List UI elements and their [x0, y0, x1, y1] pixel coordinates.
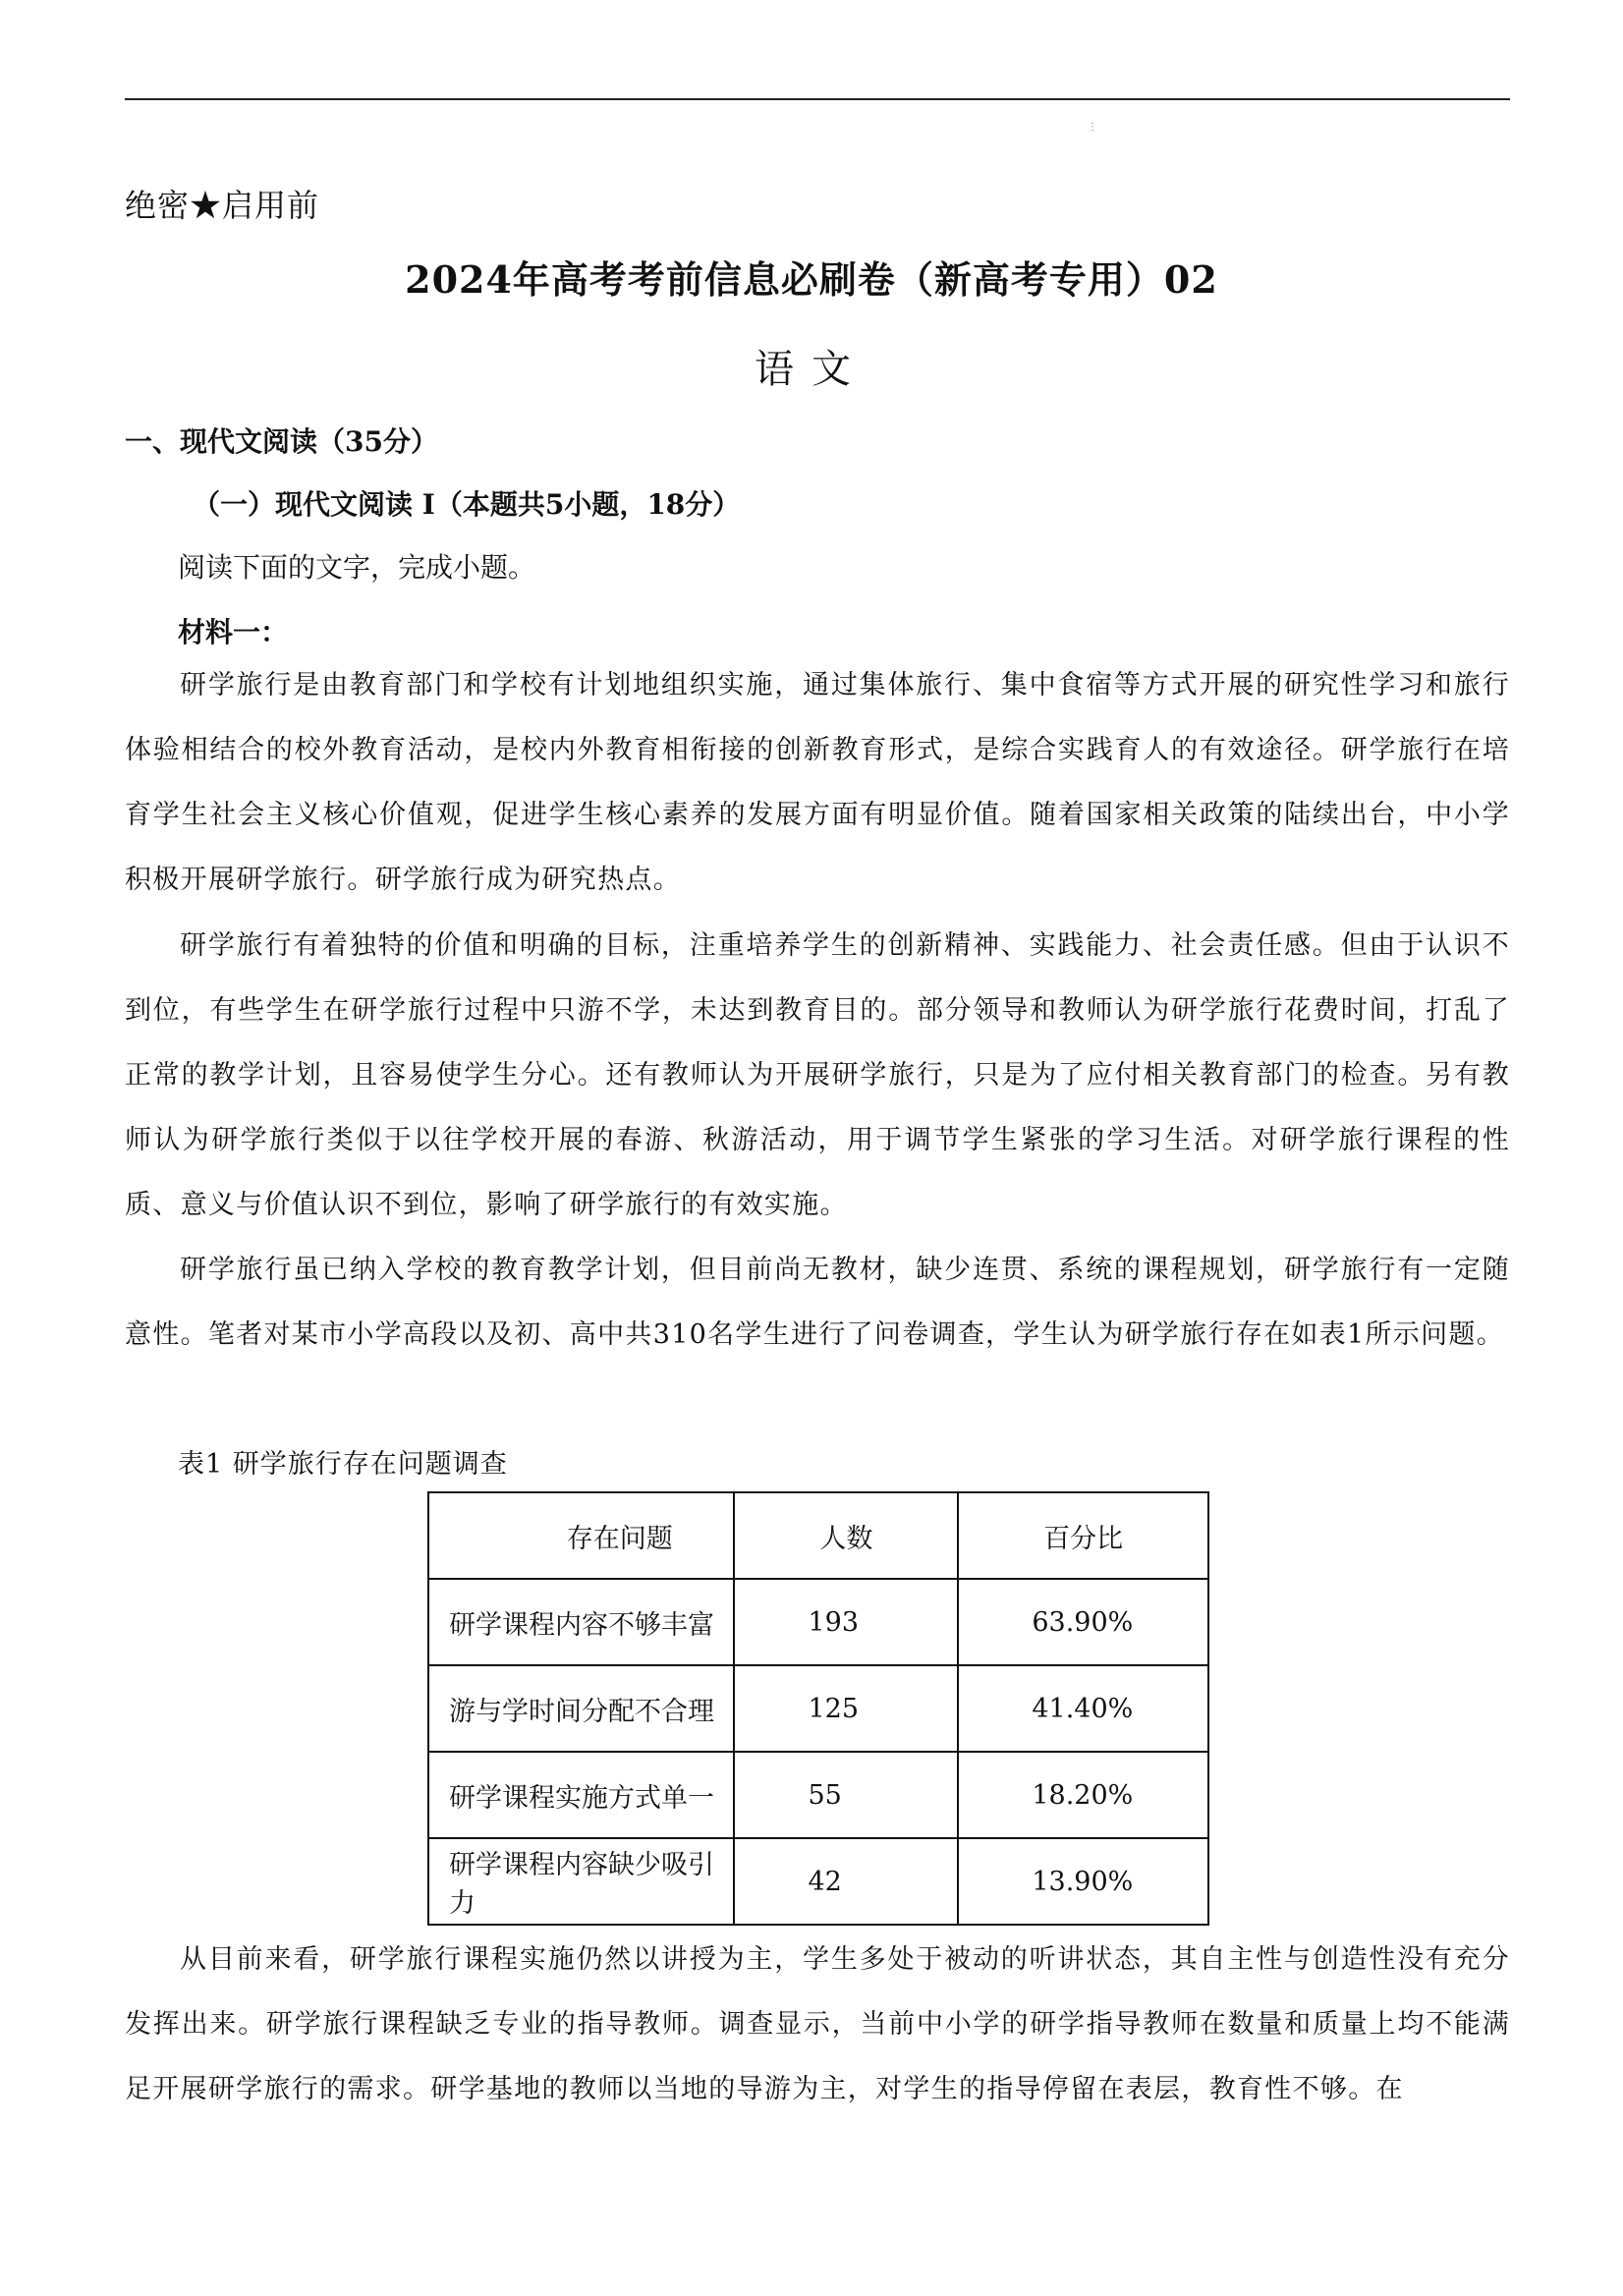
- table-cell: 18.20%: [958, 1752, 1208, 1838]
- subsection-heading: （一）现代文阅读 I（本题共5小题，18分）: [193, 488, 741, 521]
- paragraph-1: 研学旅行是由教育部门和学校有计划地组织实施，通过集体旅行、集中食宿等方式开展的研究性学习和旅行体验相结合的校外教育活动，是校内外教育相衔接的创新教育形式，是综合实践育人的有效途径。研学旅行在培育学生社会主义核心价值观，促进学生核心素养的发展方面有明显价值。随着国家相关政策的陆续出台，中小学积极开展研学旅行。研学旅行成为研究热点。: [125, 670, 1510, 895]
- exam-title: 2024年高考考前信息必刷卷（新高考专用）02: [405, 257, 1218, 302]
- instruction-text: 阅读下面的文字，完成小题。: [178, 551, 536, 584]
- table-cell: 13.90%: [958, 1838, 1208, 1925]
- table-cell: 研学课程实施方式单一: [428, 1752, 734, 1838]
- table-header-cell: 百分比: [958, 1492, 1208, 1579]
- material-label: 材料一：: [178, 616, 289, 648]
- table-header-row: [428, 1492, 1208, 1579]
- secret-label: 绝密★启用前: [125, 187, 320, 224]
- table-cell: 193: [734, 1579, 958, 1665]
- table-cell: 55: [734, 1752, 958, 1838]
- table-header-cell: 人数: [734, 1492, 958, 1579]
- table-cell: 研学课程内容不够丰富: [428, 1579, 734, 1665]
- tiny-mark: ⋮: [1088, 122, 1097, 133]
- table-cell: 研学课程内容缺少吸引力: [428, 1838, 734, 1925]
- table-cell: 63.90%: [958, 1579, 1208, 1665]
- table-row: [428, 1838, 1208, 1925]
- table-cell: 42: [734, 1838, 958, 1925]
- paragraph-4: 从目前来看，研学旅行课程实施仍然以讲授为主，学生多处于被动的听讲状态，其自主性与创造性没有充分发挥出来。研学旅行课程缺乏专业的指导教师。调查显示，当前中小学的研学指导教师在数量和质量上均不能满足开展研学旅行的需求。研学基地的教师以当地的导游为主，对学生的指导停留在表层，教育性不够。在: [125, 1944, 1510, 2104]
- subject-title: 语文: [755, 347, 868, 392]
- table-cell: 41.40%: [958, 1665, 1208, 1752]
- table-row: [428, 1579, 1208, 1665]
- table-cell: 游与学时间分配不合理: [428, 1665, 734, 1752]
- header-rule: [125, 98, 1510, 100]
- table-row: [428, 1665, 1208, 1752]
- table-cell: 125: [734, 1665, 958, 1752]
- paragraph-3: 研学旅行虽已纳入学校的教育教学计划，但目前尚无教材，缺少连贯、系统的课程规划，研学旅行有一定随意性。笔者对某市小学高段以及初、高中共310名学生进行了问卷调查，学生认为研学旅行存在如表1所示问题。: [125, 1255, 1510, 1350]
- survey-table: [427, 1491, 1209, 1926]
- section-heading: 一、现代文阅读（35分）: [125, 425, 438, 458]
- paragraph-2: 研学旅行有着独特的价值和明确的目标，注重培养学生的创新精神、实践能力、社会责任感。但由于认识不到位，有些学生在研学旅行过程中只游不学，未达到教育目的。部分领导和教师认为研学旅行花费时间，打乱了正常的教学计划，且容易使学生分心。还有教师认为开展研学旅行，只是为了应付相关教育部门的检查。另有教师认为研学旅行类似于以往学校开展的春游、秋游活动，用于调节学生紧张的学习生活。对研学旅行课程的性质、意义与价值认识不到位，影响了研学旅行的有效实施。: [125, 930, 1510, 1220]
- table-row: [428, 1752, 1208, 1838]
- table-caption: 表1 研学旅行存在问题调查: [178, 1449, 508, 1480]
- table-header-cell: 存在问题: [428, 1492, 734, 1579]
